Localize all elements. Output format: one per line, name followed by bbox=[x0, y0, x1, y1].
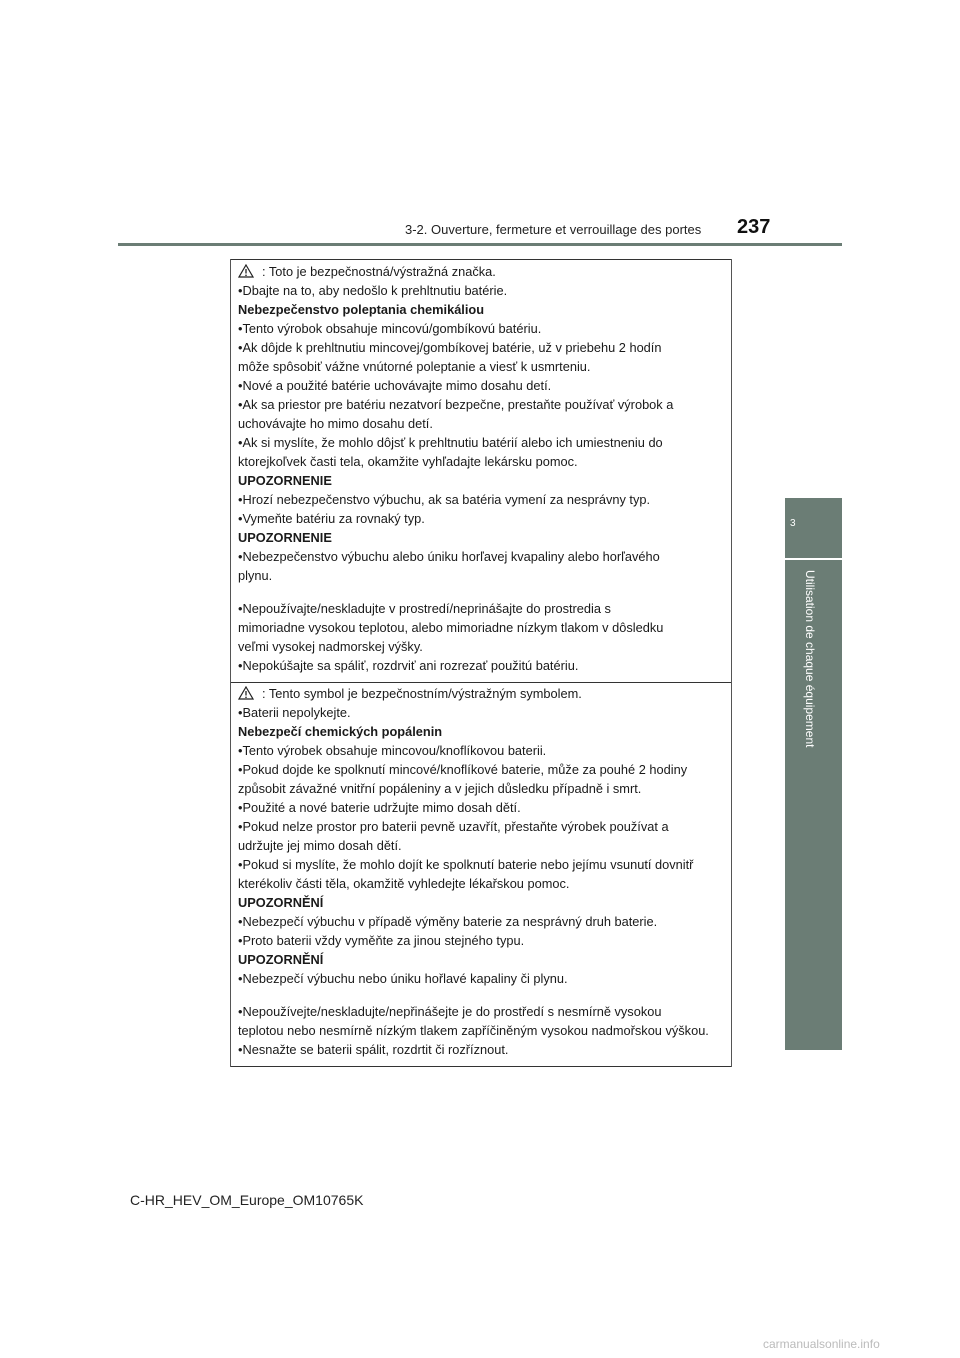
warning-heading: UPOZORNENIE bbox=[238, 473, 332, 488]
document-code: C-HR_HEV_OM_Europe_OM10765K bbox=[130, 1192, 364, 1208]
sheet-border-left bbox=[230, 259, 231, 1067]
header-rule bbox=[118, 243, 842, 246]
warning-line: •Nebezpečenstvo výbuchu alebo úniku horľavej kvapaliny alebo horľavého bbox=[238, 549, 660, 564]
czech-warning-block bbox=[238, 684, 709, 1059]
warning-line: •Vymeňte batériu za rovnaký typ. bbox=[238, 511, 425, 526]
warning-line: •Nepoužívejte/neskladujte/nepřinášejte je do prostředí s nesmírně vysokou bbox=[238, 1004, 662, 1019]
watermark: carmanualsonline.info bbox=[763, 1337, 880, 1351]
warning-line: ktorejkoľvek časti tela, okamžite vyhľadajte lekársku pomoc. bbox=[238, 454, 578, 469]
warning-heading: UPOZORNĚNÍ bbox=[238, 895, 324, 910]
warning-line: •Tento výrobek obsahuje mincovou/knoflíkovou baterii. bbox=[238, 743, 547, 758]
warning-line: •Nesnažte se baterii spálit, rozdrtit či rozříznout. bbox=[238, 1042, 509, 1057]
warning-line: •Nebezpečí výbuchu v případě výměny baterie za nesprávný druh baterie. bbox=[238, 914, 658, 929]
warning-line: •Dbajte na to, aby nedošlo k prehltnutiu batérie. bbox=[238, 283, 508, 298]
warning-line: způsobit závažné vnitřní popáleniny a v jejich důsledku případně i smrt. bbox=[238, 781, 642, 796]
warning-line bbox=[238, 684, 709, 703]
warning-triangle-icon bbox=[238, 686, 254, 700]
warning-line: uchovávajte ho mimo dosahu detí. bbox=[238, 416, 433, 431]
symbol-description: : Toto je bezpečnostná/výstražná značka. bbox=[262, 264, 496, 279]
warning-heading: UPOZORNENIE bbox=[238, 530, 332, 545]
warning-line: •Nebezpečí výbuchu nebo úniku hořlavé kapaliny či plynu. bbox=[238, 971, 568, 986]
warning-heading: UPOZORNĚNÍ bbox=[238, 952, 324, 967]
chapter-number: 3 bbox=[790, 518, 796, 529]
warning-line: •Pokud nelze prostor pro baterii pevně uzavřít, přestaňte výrobek používat a bbox=[238, 819, 669, 834]
header-section-title: 3-2. Ouverture, fermeture et verrouillage des portes bbox=[405, 222, 702, 237]
warning-line: •Ak si myslíte, že mohlo dôjsť k prehltnutiu batérií alebo ich umiestneniu do bbox=[238, 435, 663, 450]
paragraph-gap bbox=[238, 988, 709, 1002]
warning-line: kterékoliv části těla, okamžitě vyhledejte lékařskou pomoc. bbox=[238, 876, 570, 891]
warning-line: •Hrozí nebezpečenstvo výbuchu, ak sa batéria vymení za nesprávny typ. bbox=[238, 492, 651, 507]
warning-line: môže spôsobiť vážne vnútorné poleptanie a viesť k usmrteniu. bbox=[238, 359, 591, 374]
warning-line bbox=[238, 262, 673, 281]
sheet-border-bottom bbox=[230, 1066, 732, 1067]
warning-line: •Pokud dojde ke spolknutí mincové/knoflíkové baterie, může za pouhé 2 hodiny bbox=[238, 762, 688, 777]
page-number: 237 bbox=[737, 216, 771, 238]
warning-line: teplotou nebo nesmírně nízkým tlakem zapříčiněným vysokou nadmořskou výškou. bbox=[238, 1023, 709, 1038]
slovak-warning-block bbox=[238, 262, 673, 675]
warning-line: •Pokud si myslíte, že mohlo dojít ke spolknutí baterie nebo jejímu vsunutí dovnitř bbox=[238, 857, 694, 872]
warning-heading: Nebezpečí chemických popálenin bbox=[238, 724, 443, 739]
warning-line: plynu. bbox=[238, 568, 273, 583]
chapter-side-strip bbox=[785, 560, 842, 1050]
warning-heading: Nebezpečenstvo poleptania chemikáliou bbox=[238, 302, 485, 317]
warning-line: •Tento výrobok obsahuje mincovú/gombíkovú batériu. bbox=[238, 321, 542, 336]
paragraph-gap bbox=[238, 585, 673, 599]
sheet-border-right bbox=[731, 259, 732, 1067]
warning-line: •Proto baterii vždy vyměňte za jinou stejného typu. bbox=[238, 933, 525, 948]
warning-line: veľmi vysokej nadmorskej výšky. bbox=[238, 639, 423, 654]
warning-line: udržujte jej mimo dosah dětí. bbox=[238, 838, 402, 853]
chapter-tab bbox=[785, 498, 842, 558]
warning-triangle-icon bbox=[238, 264, 254, 278]
warning-line: •Ak sa priestor pre batériu nezatvorí bezpečne, prestaňte používať výrobok a bbox=[238, 397, 674, 412]
chapter-title: Utilisation de chaque équipement bbox=[803, 570, 817, 748]
warning-line: mimoriadne vysokou teplotou, alebo mimoriadne nízkym tlakom v dôsledku bbox=[238, 620, 664, 635]
warning-line: •Použité a nové baterie udržujte mimo dosah dětí. bbox=[238, 800, 521, 815]
warning-line: •Nové a použité batérie uchovávajte mimo dosahu detí. bbox=[238, 378, 552, 393]
sheet-border-top bbox=[230, 259, 732, 260]
symbol-description: : Tento symbol je bezpečnostním/výstražným symbolem. bbox=[262, 686, 582, 701]
sheet-divider bbox=[230, 682, 732, 683]
warning-line: •Nepokúšajte sa spáliť, rozdrviť ani rozrezať použitú batériu. bbox=[238, 658, 579, 673]
warning-line: •Nepoužívajte/neskladujte v prostredí/neprinášajte do prostredia s bbox=[238, 601, 611, 616]
warning-line: •Ak dôjde k prehltnutiu mincovej/gombíkovej batérie, už v priebehu 2 hodín bbox=[238, 340, 662, 355]
warning-line: •Baterii nepolykejte. bbox=[238, 705, 351, 720]
